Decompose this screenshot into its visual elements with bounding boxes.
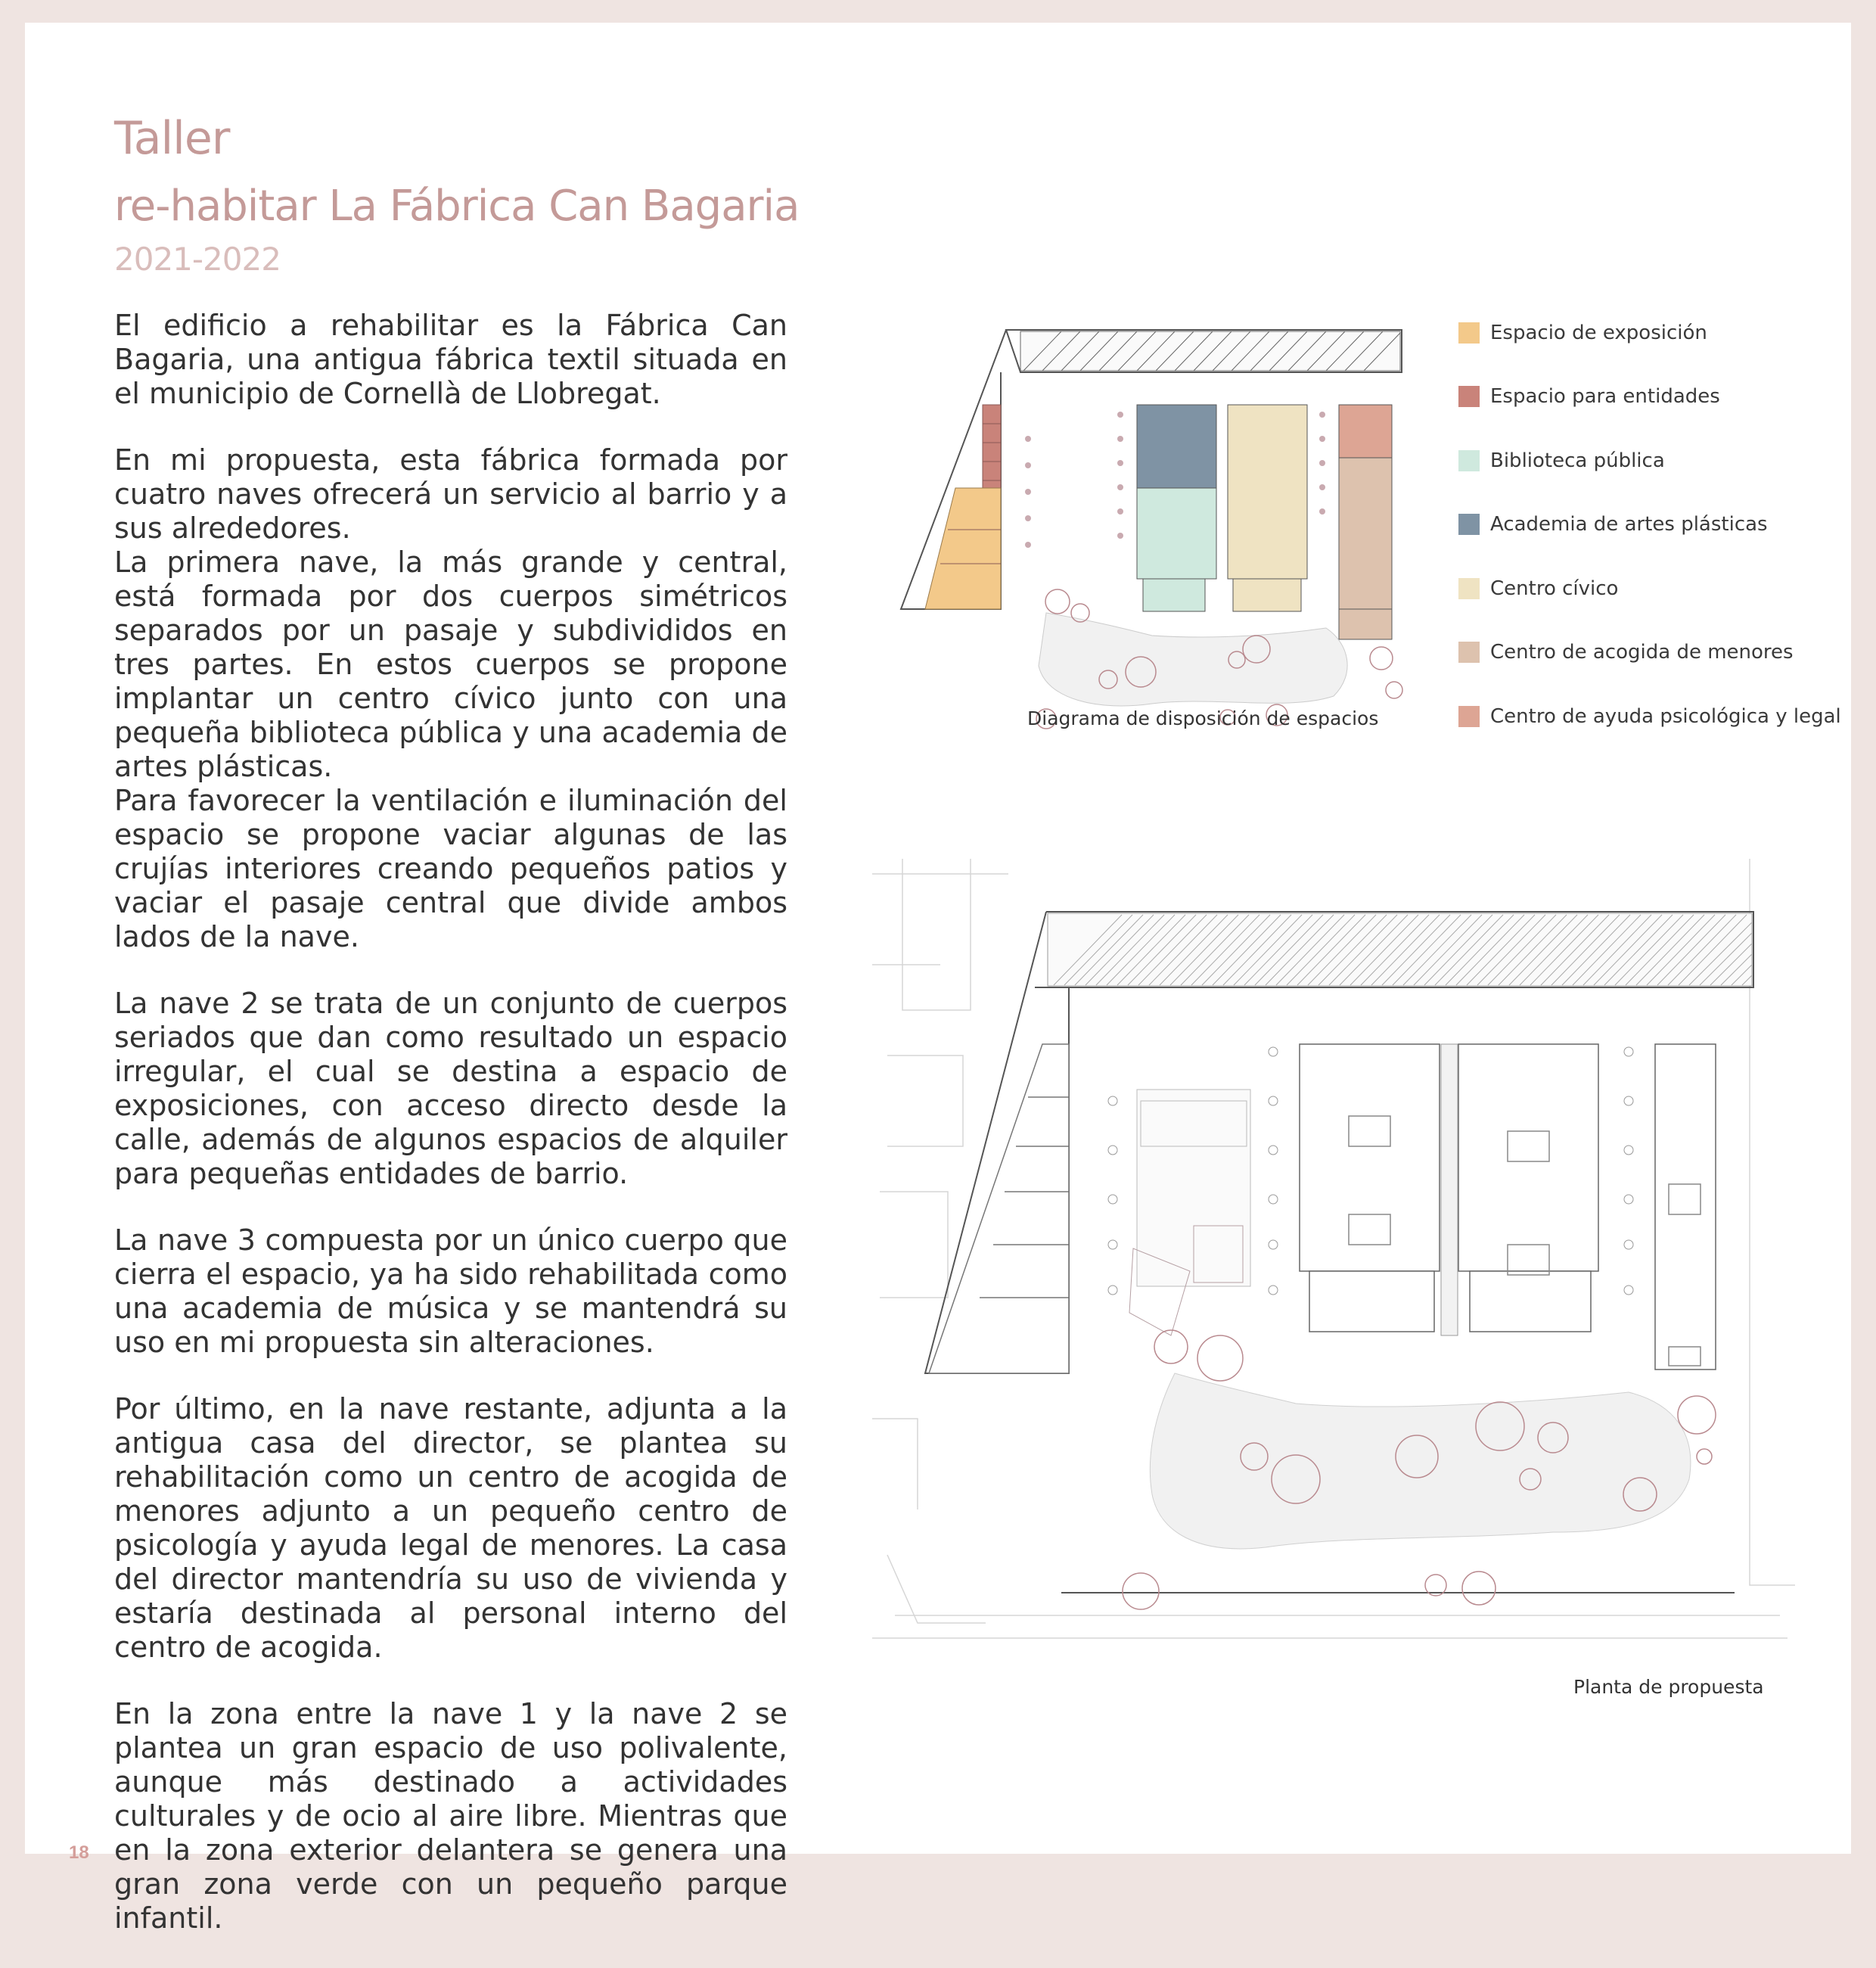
legend-item [1458,381,1720,412]
legend-item [1458,574,1618,604]
page-title: Taller [114,112,230,165]
page-number: 18 [69,1842,89,1863]
legend-label: Biblioteca pública [1490,449,1665,472]
legend-swatch [1458,578,1480,599]
paragraph: El edificio a rehabilitar es la Fábrica Can Bagaria, una antigua fábrica textil situada en el municipio de Cornellà de Llobregat. [114,309,787,410]
legend-swatch [1458,514,1480,535]
legend-item [1458,637,1794,667]
legend-item [1458,509,1768,539]
legend-label: Centro cívico [1490,577,1619,600]
paragraph: La primera nave, la más grande y central, está formada por dos cuerpos simétricos separados por un pasaje y subdivididos en tres partes. En estos cuerpos se propone implantar un centro cívico junto con una pequeña biblioteca pública y una academia de artes plásticas. [114,546,787,783]
paragraph: La nave 3 compuesta por un único cuerpo que cierra el espacio, ya ha sido rehabilitada como una academia de música y se mantendrá su uso en mi propuesta sin alteraciones. [114,1223,787,1359]
floor-plan [872,829,1795,1668]
legend-item [1458,701,1841,732]
paragraph: En mi propuesta, esta fábrica formada por cuatro naves ofrecerá un servicio al barrio y a sus alrededores. [114,443,787,545]
legend-item [1458,446,1665,476]
page [25,23,1851,1935]
legend-swatch [1458,642,1480,663]
legend-swatch [1458,450,1480,471]
legend-swatch [1458,706,1480,727]
legend-label: Espacio de exposición [1490,322,1707,344]
legend-item [1458,318,1707,348]
paragraph: La nave 2 se trata de un conjunto de cuerpos seriados que dan como resultado un espacio irregular, el cual se destina a espacio de exposiciones, con acceso directo desde la calle, además de algunos espacios de alquiler para pequeñas entidades de barrio. [114,987,787,1190]
legend-label: Espacio para entidades [1490,385,1720,408]
diagram-caption: Diagrama de disposición de espacios [1027,707,1379,729]
legend-label: Centro de acogida de menores [1490,641,1794,664]
legend-swatch [1458,322,1480,344]
legend-swatch [1458,386,1480,407]
page-subtitle: re-habitar La Fábrica Can Bagaria [114,182,800,231]
plan-caption: Planta de propuesta [1573,1676,1764,1698]
project-years: 2021-2022 [114,241,281,278]
legend-label: Academia de artes plásticas [1490,513,1768,536]
paragraph: En la zona entre la nave 1 y la nave 2 se plantea un gran espacio de uso polivalente, aunque más destinado a actividades culturales y de ocio al aire libre. Mientras que en la zona exterior delantera se genera una gran zona verde con un pequeño parque infantil. [114,1697,787,1935]
body-text [114,309,787,1968]
paragraph: Para favorecer la ventilación e iluminación del espacio se propone vaciar algunas de las crujías interiores creando pequeños patios y vaciar el pasaje central que divide ambos lados de la nave. [114,784,787,953]
space-layout-diagram [895,303,1409,734]
paragraph: Por último, en la nave restante, adjunta a la antigua casa del director, se plantea su rehabilitación como un centro de acogida de menores adjunto a un pequeño centro de psicología y ayuda legal de menores. La casa del director mantendría su uso de vivienda y estaría destinada al personal interno del centro de acogida. [114,1392,787,1664]
legend-label: Centro de ayuda psicológica y legal [1490,705,1841,728]
